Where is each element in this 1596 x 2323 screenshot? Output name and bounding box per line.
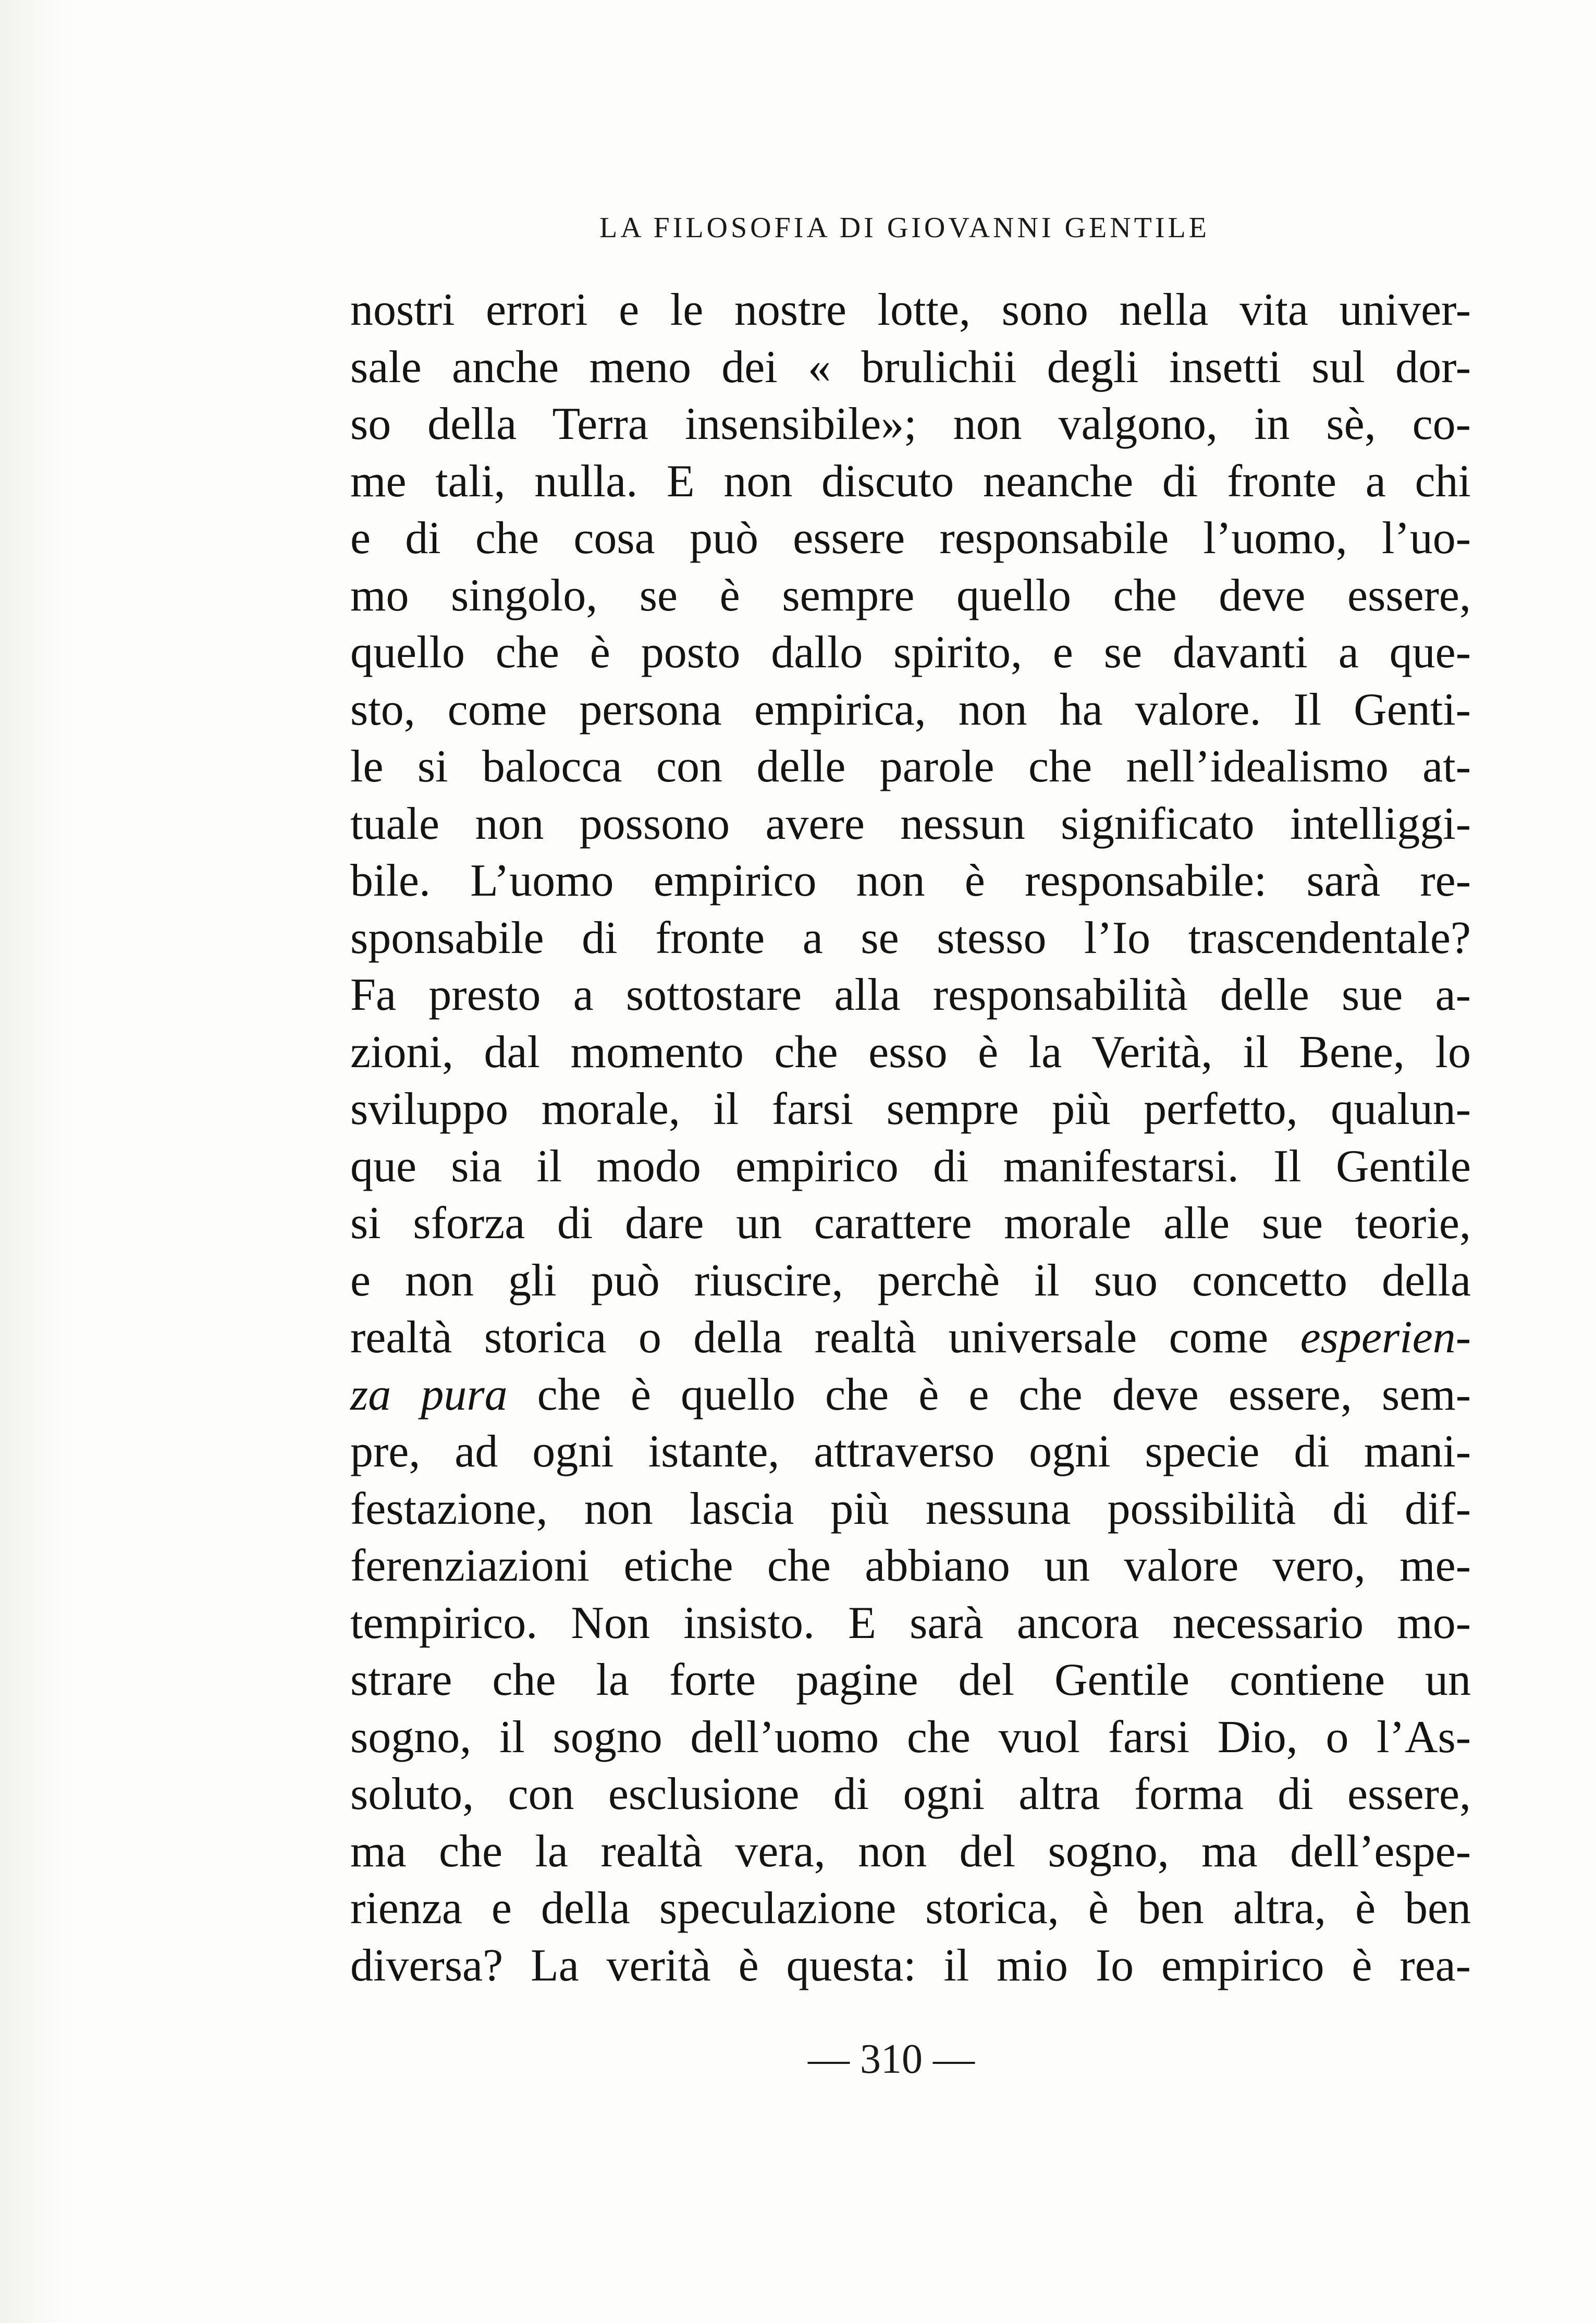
text-line: tempirico. Non insisto. E sarà ancora necessario mo- (350, 1597, 1471, 1648)
text-line (350, 1366, 1471, 1424)
text-line: bile. L’uomo empirico non è responsabile: sarà re- (350, 855, 1471, 906)
text-line: sto, come persona empirica, non ha valore. Il Genti- (350, 684, 1471, 735)
text-line: quello che è posto dallo spirito, e se davanti a que- (350, 627, 1471, 678)
italic-text: esperien- (1300, 1312, 1471, 1363)
text-line: e di che cosa può essere responsabile l’uomo, l’uo- (350, 513, 1471, 564)
text-line: nostri errori e le nostre lotte, sono nella vita univer- (350, 285, 1471, 335)
text-line: sale anche meno dei « brulichii degli insetti sul dor- (350, 341, 1471, 393)
text-line: rienza e della speculazione storica, è ben altra, è ben (350, 1883, 1471, 1934)
text-line: que sia il modo empirico di manifestarsi. Il Gentile (350, 1141, 1471, 1192)
running-head: LA FILOSOFIA DI GIOVANNI GENTILE (599, 212, 1210, 244)
text-line: tuale non possono avere nessun significato intelliggi- (350, 798, 1471, 849)
text-line: festazione, non lascia più nessuna possibilità di dif- (350, 1483, 1471, 1534)
text-line: diversa? La verità è questa: il mio Io empirico è rea- (350, 1940, 1471, 1991)
text-line: si sforza di dare un carattere morale alle sue teorie, (350, 1198, 1471, 1249)
text-line: pre, ad ogni istante, attraverso ogni specie di mani- (350, 1426, 1471, 1477)
page-number: — 310 — (808, 2036, 975, 2082)
text-line: e non gli può riuscire, perchè il suo concetto della (350, 1255, 1471, 1306)
text-line: sviluppo morale, il farsi sempre più perfetto, qualun- (350, 1084, 1471, 1134)
text-line: zioni, dal momento che esso è la Verità, il Bene, lo (350, 1026, 1471, 1078)
text-line: sponsabile di fronte a se stesso l’Io trascendentale? (350, 912, 1471, 963)
text-line: sogno, il sogno dell’uomo che vuol farsi Dio, o l’As- (350, 1711, 1471, 1763)
text-line: Fa presto a sottostare alla responsabilità delle sue a- (350, 970, 1471, 1020)
text-line: ma che la realtà vera, non del sogno, ma dell’espe- (350, 1826, 1471, 1877)
text-line: so della Terra insensibile»; non valgono, in sè, co- (350, 399, 1471, 449)
text-line: ferenziazioni etiche che abbiano un valore vero, me- (350, 1540, 1471, 1591)
text-line (350, 1309, 1471, 1366)
italic-text: za pura (350, 1369, 508, 1420)
binding-edge (0, 0, 78, 2323)
body-text (350, 282, 1471, 1994)
text-line: mo singolo, se è sempre quello che deve essere, (350, 570, 1471, 621)
text-line: soluto, con esclusione di ogni altra forma di essere, (350, 1769, 1471, 1819)
text-segment: che è quello che è e che deve essere, sem- (507, 1369, 1471, 1420)
text-line: strare che la forte pagine del Gentile contiene un (350, 1655, 1471, 1705)
text-segment: realtà storica o della realtà universale come (350, 1312, 1300, 1363)
text-line: me tali, nulla. E non discuto neanche di fronte a chi (350, 456, 1471, 507)
text-line: le si balocca con delle parole che nell’idealismo at- (350, 741, 1471, 792)
